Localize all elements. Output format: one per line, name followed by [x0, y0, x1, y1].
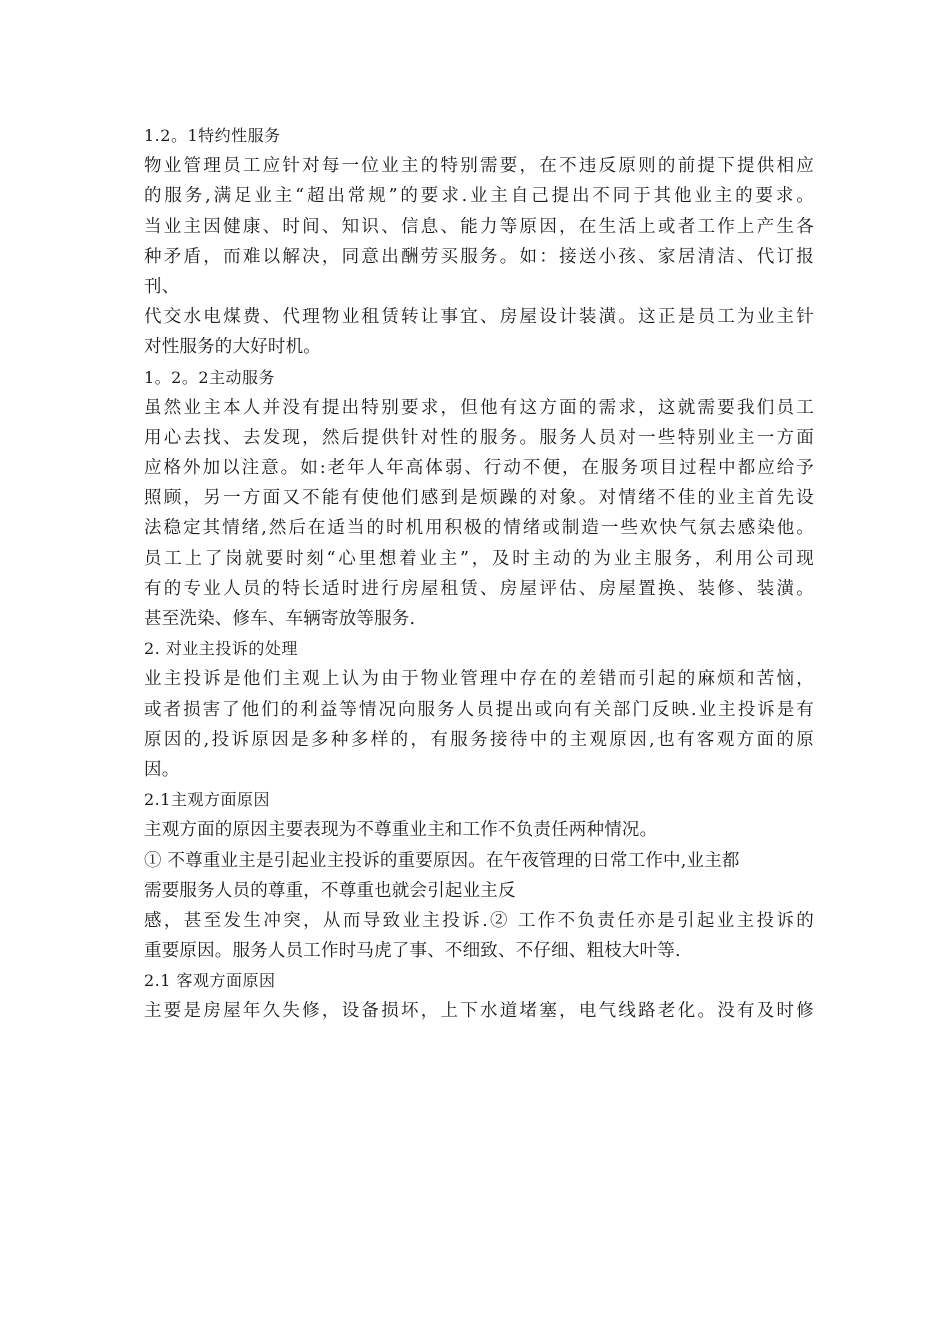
paragraph-line: 虽然业主本人并没有提出特别要求，但他有这方面的需求，这就需要我们员工	[144, 397, 814, 418]
paragraph-line: 原因的,投诉原因是多种多样的，有服务接待中的主观原因,也有客观方面的原	[144, 729, 814, 750]
paragraph-line: 对性服务的大好时机。	[144, 337, 321, 358]
paragraph-line: 用心去找、去发现，然后提供针对性的服务。服务人员对一些特别业主一方面	[144, 427, 814, 448]
section-heading: 1。2。2主动服务	[144, 367, 276, 387]
paragraph-line: 主观方面的原因主要表现为不尊重业主和工作不负责任两种情况。	[144, 820, 658, 841]
paragraph-line: 感，甚至发生冲突，从而导致业主投诉.② 工作不负责任亦是引起业主投诉的	[144, 910, 814, 931]
paragraph-line: 员工上了岗就要时刻“心里想着业主”，及时主动的为业主服务，利用公司现	[144, 548, 814, 569]
paragraph-line: 或者损害了他们的利益等情况向服务人员提出或向有关部门反映.业主投诉是有	[144, 699, 814, 720]
paragraph-line: 代交水电煤费、代理物业租赁转让事宜、房屋设计装潢。这正是员工为业主针	[144, 307, 814, 328]
paragraph-line: 主要是房屋年久失修，设备损坏，上下水道堵塞，电气线路老化。没有及时修	[144, 1001, 814, 1022]
paragraph-line: 因。	[144, 759, 180, 780]
paragraph-line: 重要原因。服务人员工作时马虎了事、不细致、不仔细、粗枝大叶等.	[144, 941, 681, 962]
paragraph-line: 法稳定其情绪,然后在适当的时机用积极的情绪或制造一些欢快气氛去感染他。	[144, 518, 814, 539]
section-heading: 2.1 客观方面原因	[144, 971, 276, 991]
paragraph-line: 甚至洗染、修车、车辆寄放等服务.	[144, 609, 416, 629]
paragraph-line: 当业主因健康、时间、知识、信息、能力等原因，在生活上或者工作上产生各	[144, 216, 814, 237]
paragraph-line: 的服务,满足业主“超出常规”的要求.业主自己提出不同于其他业主的要求。	[144, 186, 814, 207]
paragraph-line: 需要服务人员的尊重，不尊重也就会引起业主反	[144, 880, 516, 901]
paragraph-line: 种矛盾，而难以解决，同意出酬劳买服务。如：接送小孩、家居清洁、代订报	[144, 246, 814, 267]
paragraph-line: 应格外加以注意。如:老年人年高体弱、行动不便，在服务项目过程中都应给予	[144, 458, 814, 479]
section-heading: 2.1主观方面原因	[144, 790, 270, 810]
section-heading: 2. 对业主投诉的处理	[144, 639, 298, 659]
paragraph-line: 有的专业人员的特长适时进行房屋租赁、房屋评估、房屋置换、装修、装潢。	[144, 578, 814, 599]
document-body	[144, 121, 814, 1027]
paragraph-line: 刊、	[144, 276, 180, 297]
section-heading: 1.2。1特约性服务	[144, 126, 281, 145]
paragraph-line: ① 不尊重业主是引起业主投诉的重要原因。在午夜管理的日常工作中,业主都	[144, 850, 740, 871]
paragraph-line: 物业管理员工应针对每一位业主的特别需要，在不违反原则的前提下提供相应	[144, 156, 814, 177]
paragraph-line: 业主投诉是他们主观上认为由于物业管理中存在的差错而引起的麻烦和苦恼，	[144, 669, 814, 690]
paragraph-line: 照顾，另一方面又不能有使他们感到是烦躁的对象。对情绪不佳的业主首先设	[144, 488, 814, 509]
